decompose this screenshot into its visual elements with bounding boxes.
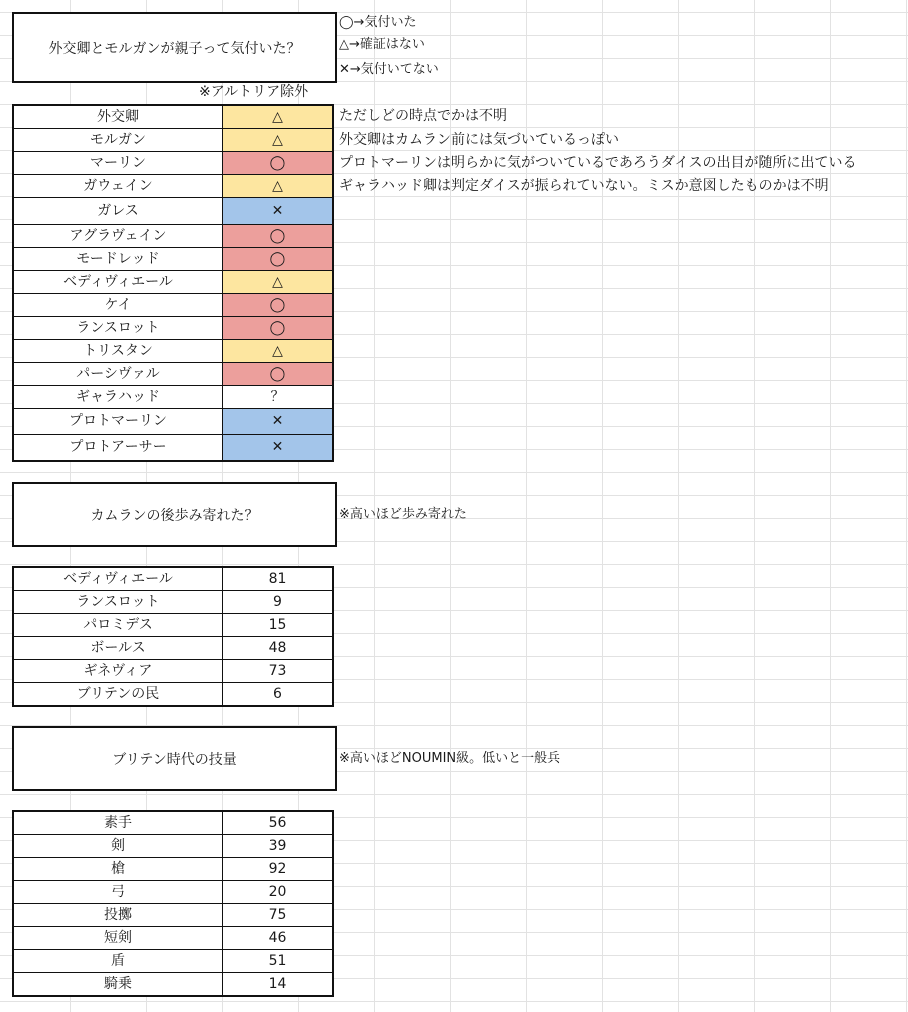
- name-cell[interactable]: 槍: [13, 858, 223, 881]
- table-row: [13, 435, 333, 462]
- name-cell[interactable]: パーシヴァル: [13, 363, 223, 386]
- table-row: [13, 294, 333, 317]
- comment-1: ただしどの時点でかは不明: [339, 108, 507, 124]
- section2-note: ※高いほど歩み寄れた: [339, 507, 467, 522]
- section1-title: 外交卿とモルガンが親子って気付いた？: [48, 40, 301, 57]
- table-row: [13, 248, 333, 271]
- mark-cell[interactable]: △: [223, 271, 334, 294]
- mark-cell[interactable]: ✕: [223, 435, 334, 462]
- mark-cell[interactable]: ◯: [223, 363, 334, 386]
- name-cell[interactable]: ベディヴィエール: [13, 567, 223, 591]
- table-row: [13, 591, 333, 614]
- name-cell[interactable]: マーリン: [13, 152, 223, 175]
- mark-cell[interactable]: ✕: [223, 198, 334, 225]
- name-cell[interactable]: 外交卿: [13, 105, 223, 129]
- table-row: [13, 614, 333, 637]
- exclusion-note: ※アルトリア除外: [199, 84, 309, 100]
- name-cell[interactable]: ベディヴィエール: [13, 271, 223, 294]
- name-cell[interactable]: ガウェイン: [13, 175, 223, 198]
- table-row: [13, 317, 333, 340]
- name-cell[interactable]: アグラヴェイン: [13, 225, 223, 248]
- value-cell[interactable]: 9: [223, 591, 334, 614]
- name-cell[interactable]: 素手: [13, 811, 223, 835]
- table-row: [13, 881, 333, 904]
- name-cell[interactable]: 弓: [13, 881, 223, 904]
- name-cell[interactable]: モルガン: [13, 129, 223, 152]
- name-cell[interactable]: プロトマーリン: [13, 409, 223, 435]
- name-cell[interactable]: ガレス: [13, 198, 223, 225]
- mark-cell[interactable]: ◯: [223, 225, 334, 248]
- table-row: [13, 637, 333, 660]
- mark-cell[interactable]: △: [223, 129, 334, 152]
- comment-2: 外交卿はカムラン前には気づいているっぽい: [339, 132, 619, 148]
- table-row: [13, 340, 333, 363]
- name-cell[interactable]: ギャラハッド: [13, 386, 223, 409]
- table-row: [13, 271, 333, 294]
- table-row: [13, 105, 333, 129]
- name-cell[interactable]: ギネヴィア: [13, 660, 223, 683]
- name-cell[interactable]: パロミデス: [13, 614, 223, 637]
- table-row: [13, 225, 333, 248]
- name-cell[interactable]: 盾: [13, 950, 223, 973]
- comment-3: プロトマーリンは明らかに気がついているであろうダイスの出目が随所に出ている: [339, 155, 857, 171]
- table-row: [13, 198, 333, 225]
- mark-cell[interactable]: ◯: [223, 294, 334, 317]
- name-cell[interactable]: モードレッド: [13, 248, 223, 271]
- name-cell[interactable]: ランスロット: [13, 317, 223, 340]
- legend-triangle: △→確証はない: [339, 37, 425, 52]
- table-row: [13, 386, 333, 409]
- name-cell[interactable]: プロトアーサー: [13, 435, 223, 462]
- table-row: [13, 973, 333, 997]
- comment-4: ギャラハッド卿は判定ダイスが振られていない。ミスか意図したものかは不明: [339, 178, 829, 194]
- awareness-table: [12, 104, 334, 462]
- value-cell[interactable]: 15: [223, 614, 334, 637]
- section3-note: ※高いほどNOUMIN級。低いと一般兵: [339, 751, 561, 766]
- table-row: [13, 858, 333, 881]
- value-cell[interactable]: 39: [223, 835, 334, 858]
- table-row: [13, 811, 333, 835]
- table-row: [13, 409, 333, 435]
- mark-cell[interactable]: ◯: [223, 248, 334, 271]
- name-cell[interactable]: 短剣: [13, 927, 223, 950]
- table-row: [13, 927, 333, 950]
- mark-cell[interactable]: △: [223, 105, 334, 129]
- value-cell[interactable]: 56: [223, 811, 334, 835]
- mark-cell[interactable]: △: [223, 340, 334, 363]
- value-cell[interactable]: 14: [223, 973, 334, 997]
- value-cell[interactable]: 92: [223, 858, 334, 881]
- value-cell[interactable]: 6: [223, 683, 334, 707]
- table-row: [13, 835, 333, 858]
- reconciliation-table: [12, 566, 334, 707]
- section3-title: ブリテン時代の技量: [112, 751, 237, 768]
- value-cell[interactable]: 75: [223, 904, 334, 927]
- value-cell[interactable]: 73: [223, 660, 334, 683]
- table-row: [13, 683, 333, 707]
- section3-title-box[interactable]: [12, 726, 337, 791]
- name-cell[interactable]: 剣: [13, 835, 223, 858]
- table-row: [13, 152, 333, 175]
- name-cell[interactable]: トリスタン: [13, 340, 223, 363]
- value-cell[interactable]: 20: [223, 881, 334, 904]
- mark-cell[interactable]: ✕: [223, 409, 334, 435]
- name-cell[interactable]: ボールス: [13, 637, 223, 660]
- table-row: [13, 175, 333, 198]
- name-cell[interactable]: 騎乗: [13, 973, 223, 997]
- legend-cross: ✕→気付いてない: [339, 62, 439, 77]
- table-row: [13, 660, 333, 683]
- value-cell[interactable]: 48: [223, 637, 334, 660]
- name-cell[interactable]: 投擲: [13, 904, 223, 927]
- mark-cell[interactable]: ◯: [223, 317, 334, 340]
- section2-title-box[interactable]: [12, 482, 337, 547]
- value-cell[interactable]: 51: [223, 950, 334, 973]
- mark-cell[interactable]: ◯: [223, 152, 334, 175]
- table-row: [13, 950, 333, 973]
- table-row: [13, 904, 333, 927]
- value-cell[interactable]: 46: [223, 927, 334, 950]
- section2-title: カムランの後歩み寄れた？: [90, 507, 259, 524]
- mark-cell[interactable]: ？: [223, 386, 334, 409]
- name-cell[interactable]: ケイ: [13, 294, 223, 317]
- section1-title-box[interactable]: [12, 12, 337, 83]
- mark-cell[interactable]: △: [223, 175, 334, 198]
- table-row: [13, 129, 333, 152]
- name-cell[interactable]: ブリテンの民: [13, 683, 223, 707]
- skill-table: [12, 810, 334, 997]
- table-row: [13, 567, 333, 591]
- table-row: [13, 363, 333, 386]
- name-cell[interactable]: ランスロット: [13, 591, 223, 614]
- legend-circle: ◯→気付いた: [339, 15, 417, 30]
- value-cell[interactable]: 81: [223, 567, 334, 591]
